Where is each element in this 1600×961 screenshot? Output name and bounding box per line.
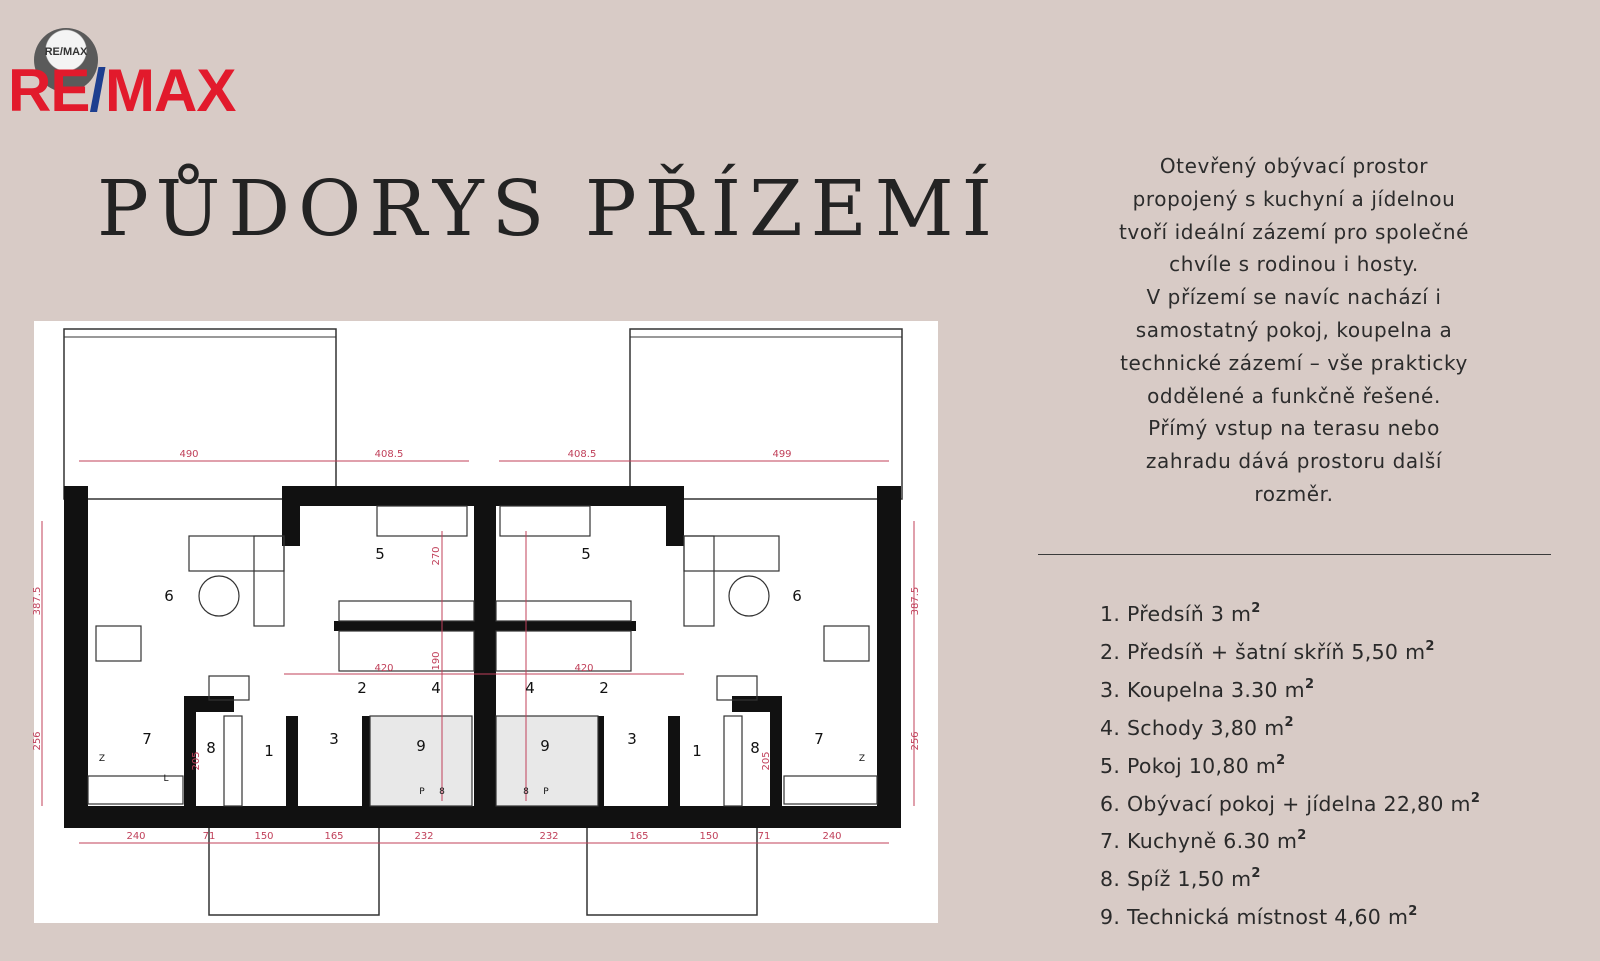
room-unit-exponent: 2: [1251, 866, 1261, 882]
room-number-label: 3: [329, 730, 339, 748]
dimension-bottom-label: 165: [324, 831, 344, 842]
room-list-item: [1100, 783, 1480, 821]
dimension-side-label: 387.5: [910, 586, 921, 616]
room-number-label: 4: [431, 679, 441, 697]
description-line: rozměr.: [1254, 481, 1334, 506]
room-label: 7. Kuchyně 6.30 m: [1100, 829, 1298, 854]
remax-logo: [8, 26, 258, 124]
description-line: technické zázemí – vše prakticky: [1120, 350, 1468, 375]
logo-word-max: MAX: [105, 57, 236, 124]
description-line: Otevřený obývací prostor: [1159, 154, 1429, 178]
room-list-item: [1100, 858, 1480, 896]
room-number-label: 5: [581, 545, 591, 563]
description-line: oddělené a funkčně řešené.: [1147, 383, 1441, 408]
room-label: 3. Koupelna 3.30 m: [1100, 677, 1305, 702]
dimension-inner-label: 205: [761, 751, 772, 771]
room-label: 9. Technická místnost 4,60 m: [1100, 905, 1409, 930]
dimension-bottom-label: 240: [822, 831, 842, 842]
dimension-bottom-label: 71: [202, 831, 216, 842]
logo-wordmark: [8, 59, 235, 123]
room-unit-exponent: 2: [1276, 752, 1286, 768]
dimension-inner-label: 205: [191, 751, 202, 771]
fixture-label: Z: [858, 754, 866, 764]
room-unit-exponent: 2: [1251, 601, 1261, 616]
description-line: propojený s kuchyní a jídelnou: [1132, 186, 1456, 211]
page-title: PŮDORYS PŘÍZEMÍ: [97, 164, 1001, 254]
description-text: [1084, 150, 1504, 511]
dimension-bottom-label: 150: [699, 831, 719, 842]
terrace-left: [64, 329, 336, 499]
dimension-top-label: 408.5: [567, 449, 597, 460]
description-line: chvíle s rodinou i hosty.: [1169, 252, 1419, 277]
room-list-item: [1100, 707, 1480, 745]
room-number-label: 7: [814, 730, 824, 748]
room-label: 1. Předsíň 3 m: [1100, 602, 1252, 626]
dimension-bottom-label: 150: [254, 831, 274, 842]
entrance-left: [209, 821, 379, 915]
room-number-label: 8: [750, 739, 760, 757]
divider-line: [1038, 554, 1551, 555]
logo-slash: /: [89, 57, 106, 124]
room-list-item: [1100, 896, 1480, 934]
description-line: Přímý vstup na terasu nebo: [1148, 416, 1440, 441]
room-unit-exponent: 2: [1470, 790, 1481, 806]
dimension-top-label: 408.5: [374, 449, 404, 460]
room-label: 4. Schody 3,80 m: [1100, 715, 1285, 740]
description-line: samostatný pokoj, koupelna a: [1135, 317, 1453, 342]
room-list: [1100, 593, 1480, 934]
room-list-item: [1100, 820, 1480, 858]
room-number-label: 8: [206, 739, 216, 757]
fixture-label: 8: [523, 787, 529, 797]
room-number-label: 5: [375, 545, 385, 563]
fixture-label: P: [419, 787, 425, 797]
room-number-label: 1: [264, 742, 274, 760]
room-number-label: 6: [164, 587, 174, 605]
fixture-label: 8: [439, 787, 445, 797]
balloon-label: RE/MAX: [44, 46, 88, 58]
dimension-inner-label: 270: [431, 546, 442, 566]
dimension-bottom-label: 232: [539, 831, 559, 842]
room-number-label: 4: [525, 679, 535, 697]
fixture-label: P: [543, 787, 549, 797]
description-line: V přízemí se navíc nachází i: [1146, 285, 1442, 310]
description-line: zahradu dává prostoru další: [1145, 449, 1443, 474]
room-number-label: 1: [692, 742, 702, 760]
terrace-right: [630, 329, 902, 499]
fixture-label: Z: [98, 754, 106, 764]
dimension-top-label: 499: [772, 449, 792, 460]
room-unit-exponent: 2: [1425, 638, 1435, 654]
logo-word-re: RE: [8, 57, 90, 124]
dimension-side-label: 387.5: [32, 586, 43, 616]
dimension-top-label: 490: [179, 449, 199, 460]
room-unit-exponent: 2: [1304, 676, 1315, 692]
room-list-item: [1100, 745, 1480, 783]
dimension-inner-label: 420: [374, 663, 394, 674]
room-list-item: [1100, 631, 1480, 669]
room-list-item: [1100, 669, 1480, 707]
dimension-bottom-label: 232: [414, 831, 434, 842]
floor-plan: [34, 321, 938, 923]
entrance-right: [587, 821, 757, 915]
dimension-inner-label: 420: [574, 663, 594, 674]
room-number-label: 7: [142, 730, 152, 748]
room-label: 8. Spíž 1,50 m: [1100, 867, 1252, 892]
room-number-label: 2: [357, 679, 367, 697]
dimension-bottom-label: 165: [629, 831, 649, 842]
room-unit-exponent: 2: [1408, 904, 1418, 920]
room-number-label: 9: [416, 737, 426, 755]
room-label: 5. Pokoj 10,80 m: [1100, 753, 1277, 778]
room-label: 2. Předsíň + šatní skříň 5,50 m: [1100, 639, 1426, 664]
dimension-inner-label: 190: [431, 651, 442, 671]
room-unit-exponent: 2: [1297, 828, 1307, 844]
fixture-label: L: [163, 774, 169, 784]
floor-plan-drawing: [34, 321, 938, 923]
room-unit-exponent: 2: [1284, 714, 1294, 730]
dimension-side-label: 256: [910, 731, 921, 751]
dimension-bottom-label: 71: [757, 831, 771, 842]
room-number-label: 3: [627, 730, 637, 748]
room-number-label: 6: [792, 587, 802, 605]
dimension-bottom-label: 240: [126, 831, 146, 842]
room-number-label: 9: [540, 737, 550, 755]
description-line: tvoří ideální zázemí pro společné: [1118, 219, 1470, 244]
dimension-side-label: 256: [32, 731, 43, 751]
room-list-item: [1100, 593, 1480, 631]
room-number-label: 2: [599, 679, 609, 697]
room-label: 6. Obývací pokoj + jídelna 22,80 m: [1100, 791, 1471, 816]
